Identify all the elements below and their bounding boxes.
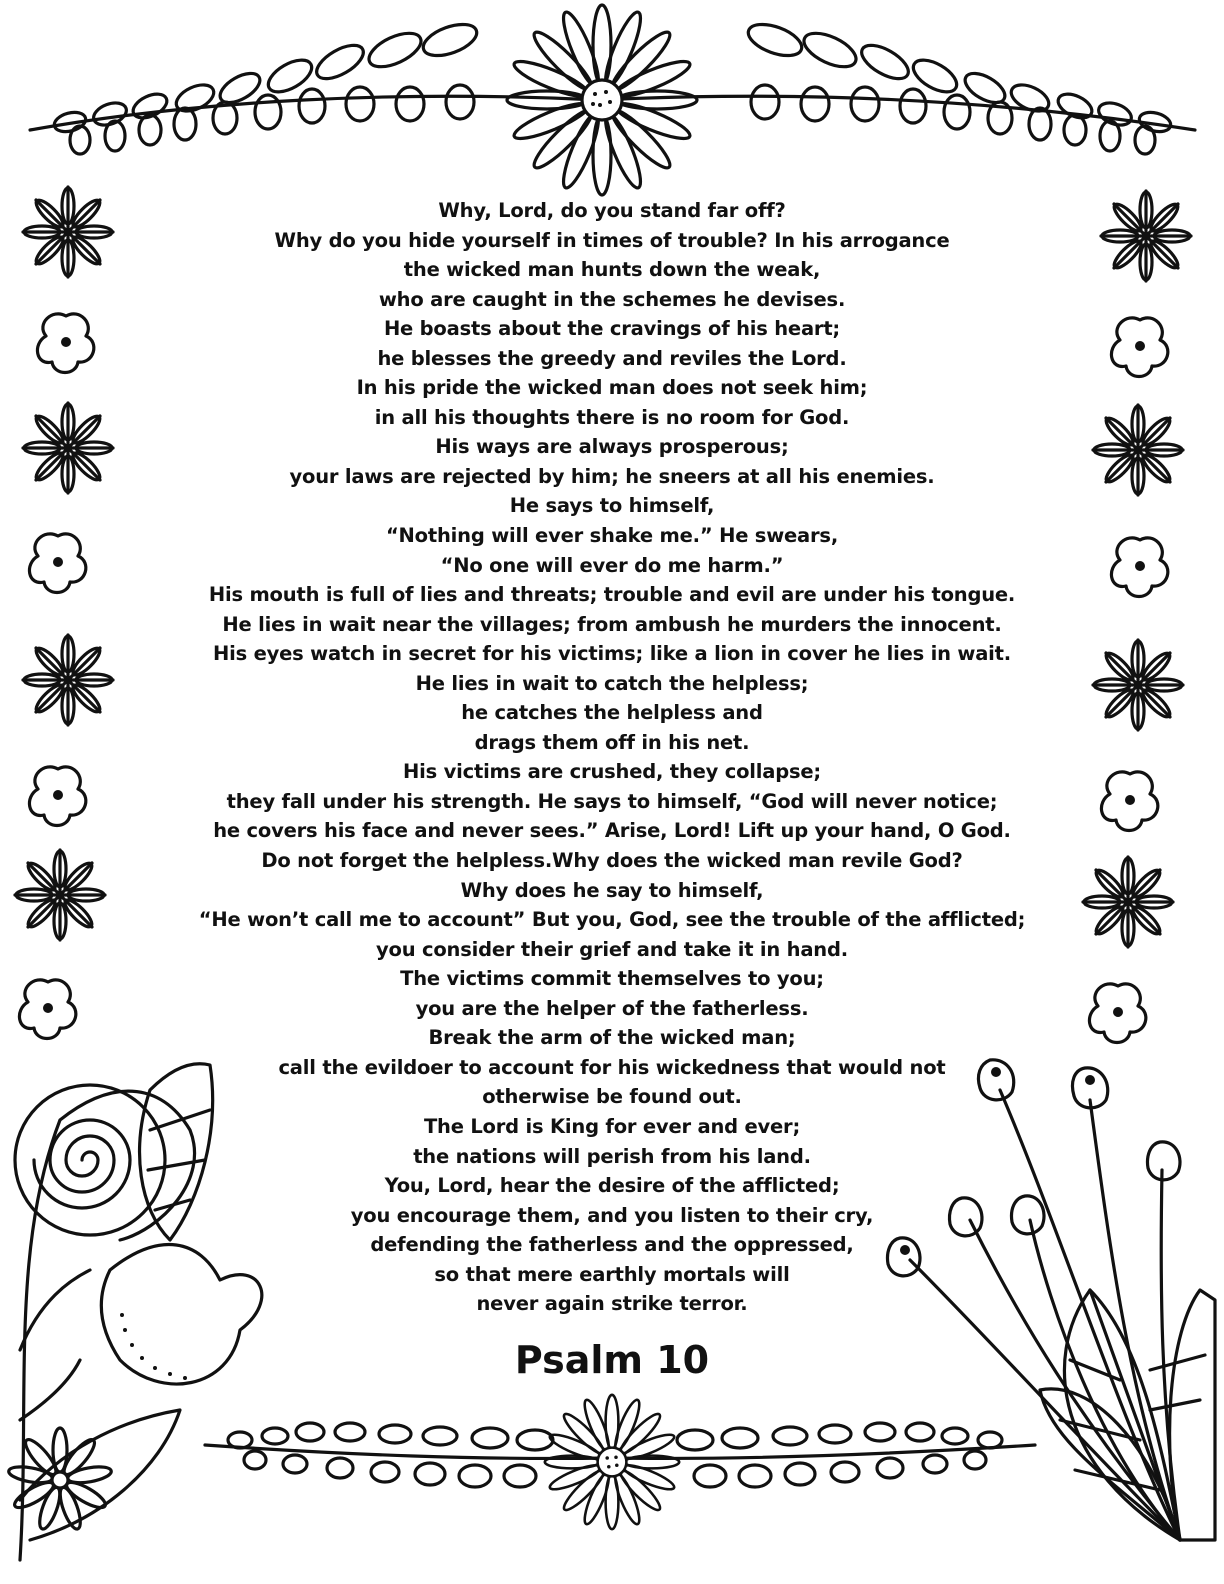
psalm-line: he covers his face and never sees.” Arise, Lord! Lift up your hand, O God.	[213, 819, 1011, 843]
psalm-line: the wicked man hunts down the weak,	[403, 258, 821, 282]
star-flower-icon	[1093, 405, 1183, 495]
psalm-line: so that mere earthly mortals will	[434, 1262, 790, 1286]
psalm-line: he catches the helpless and	[461, 701, 763, 725]
psalm-line: they fall under his strength. He says to himself, “God will never notice;	[226, 789, 998, 813]
daisy-top	[507, 5, 697, 195]
psalm-line: drags them off in his net.	[474, 730, 750, 754]
blossom-icon	[1089, 984, 1145, 1043]
star-flower-icon	[23, 187, 113, 277]
psalm-line: His mouth is full of lies and threats; trouble and evil are under his tongue.	[208, 583, 1016, 607]
star-flower-icon	[15, 850, 105, 940]
star-flower-icon	[23, 635, 113, 725]
psalm-line: never again strike terror.	[476, 1292, 748, 1316]
psalm-line: you are the helper of the fatherless.	[415, 996, 809, 1020]
psalm-line: His victims are crushed, they collapse;	[403, 760, 821, 784]
psalm-line: You, Lord, hear the desire of the afflicted;	[384, 1174, 840, 1198]
blossom-icon	[37, 314, 93, 373]
psalm-line: Do not forget the helpless.Why does the wicked man revile God?	[261, 849, 963, 873]
blossom-icon	[1111, 318, 1167, 377]
psalm-line: Why does he say to himself,	[460, 878, 764, 902]
psalm-line: “Nothing will ever shake me.” He swears,	[385, 524, 839, 548]
psalm-line: He boasts about the cravings of his heart;	[383, 317, 841, 341]
blossom-icon	[29, 767, 85, 826]
psalm-line: The victims commit themselves to you;	[400, 967, 824, 991]
blossom-icon	[29, 534, 85, 593]
psalm-line: In his pride the wicked man does not seek him;	[356, 376, 868, 400]
psalm-line: He lies in wait near the villages; from ambush he murders the innocent.	[222, 612, 1002, 636]
psalm-line: defending the fatherless and the oppressed,	[370, 1233, 854, 1257]
psalm-line: otherwise be found out.	[482, 1085, 742, 1109]
psalm-line: He says to himself,	[509, 494, 715, 518]
psalm-text	[150, 196, 1074, 1319]
psalm-line: your laws are rejected by him; he sneers at all his enemies.	[289, 464, 935, 488]
psalm-line: The Lord is King for ever and ever;	[423, 1114, 801, 1138]
star-flower-icon	[23, 403, 113, 493]
daisy-bottom	[545, 1395, 679, 1529]
psalm-line: His eyes watch in secret for his victims; like a lion in cover he lies in wait.	[213, 642, 1011, 666]
blossom-icon	[19, 980, 75, 1039]
psalm-line: you encourage them, and you listen to their cry,	[350, 1203, 874, 1227]
psalm-line: Break the arm of the wicked man;	[428, 1026, 796, 1050]
psalm-line: “He won’t call me to account” But you, God, see the trouble of the afflicted;	[198, 908, 1026, 932]
psalm-line: He lies in wait to catch the helpless;	[415, 671, 809, 695]
star-flower-icon	[1101, 191, 1191, 281]
psalm-line: in all his thoughts there is no room for God.	[374, 405, 850, 429]
psalm-line: Why do you hide yourself in times of trouble? In his arrogance	[274, 228, 950, 252]
psalm-line: His ways are always prosperous;	[435, 435, 789, 459]
star-flower-icon	[1093, 640, 1183, 730]
psalm-line: Why, Lord, do you stand far off?	[438, 199, 786, 222]
psalm-line: “No one will ever do me harm.”	[440, 553, 784, 577]
psalm-line: the nations will perish from his land.	[413, 1144, 811, 1168]
psalm-line: call the evildoer to account for his wickedness that would not	[278, 1055, 946, 1079]
blossom-icon	[1111, 538, 1167, 597]
psalm-line: who are caught in the schemes he devises.	[378, 287, 846, 311]
psalm-line: you consider their grief and take it in hand.	[376, 937, 848, 961]
star-flower-icon	[1083, 857, 1173, 947]
page-title: Psalm 10	[514, 1338, 710, 1382]
blossom-icon	[1101, 772, 1157, 831]
psalm-line: he blesses the greedy and reviles the Lord.	[377, 346, 847, 370]
